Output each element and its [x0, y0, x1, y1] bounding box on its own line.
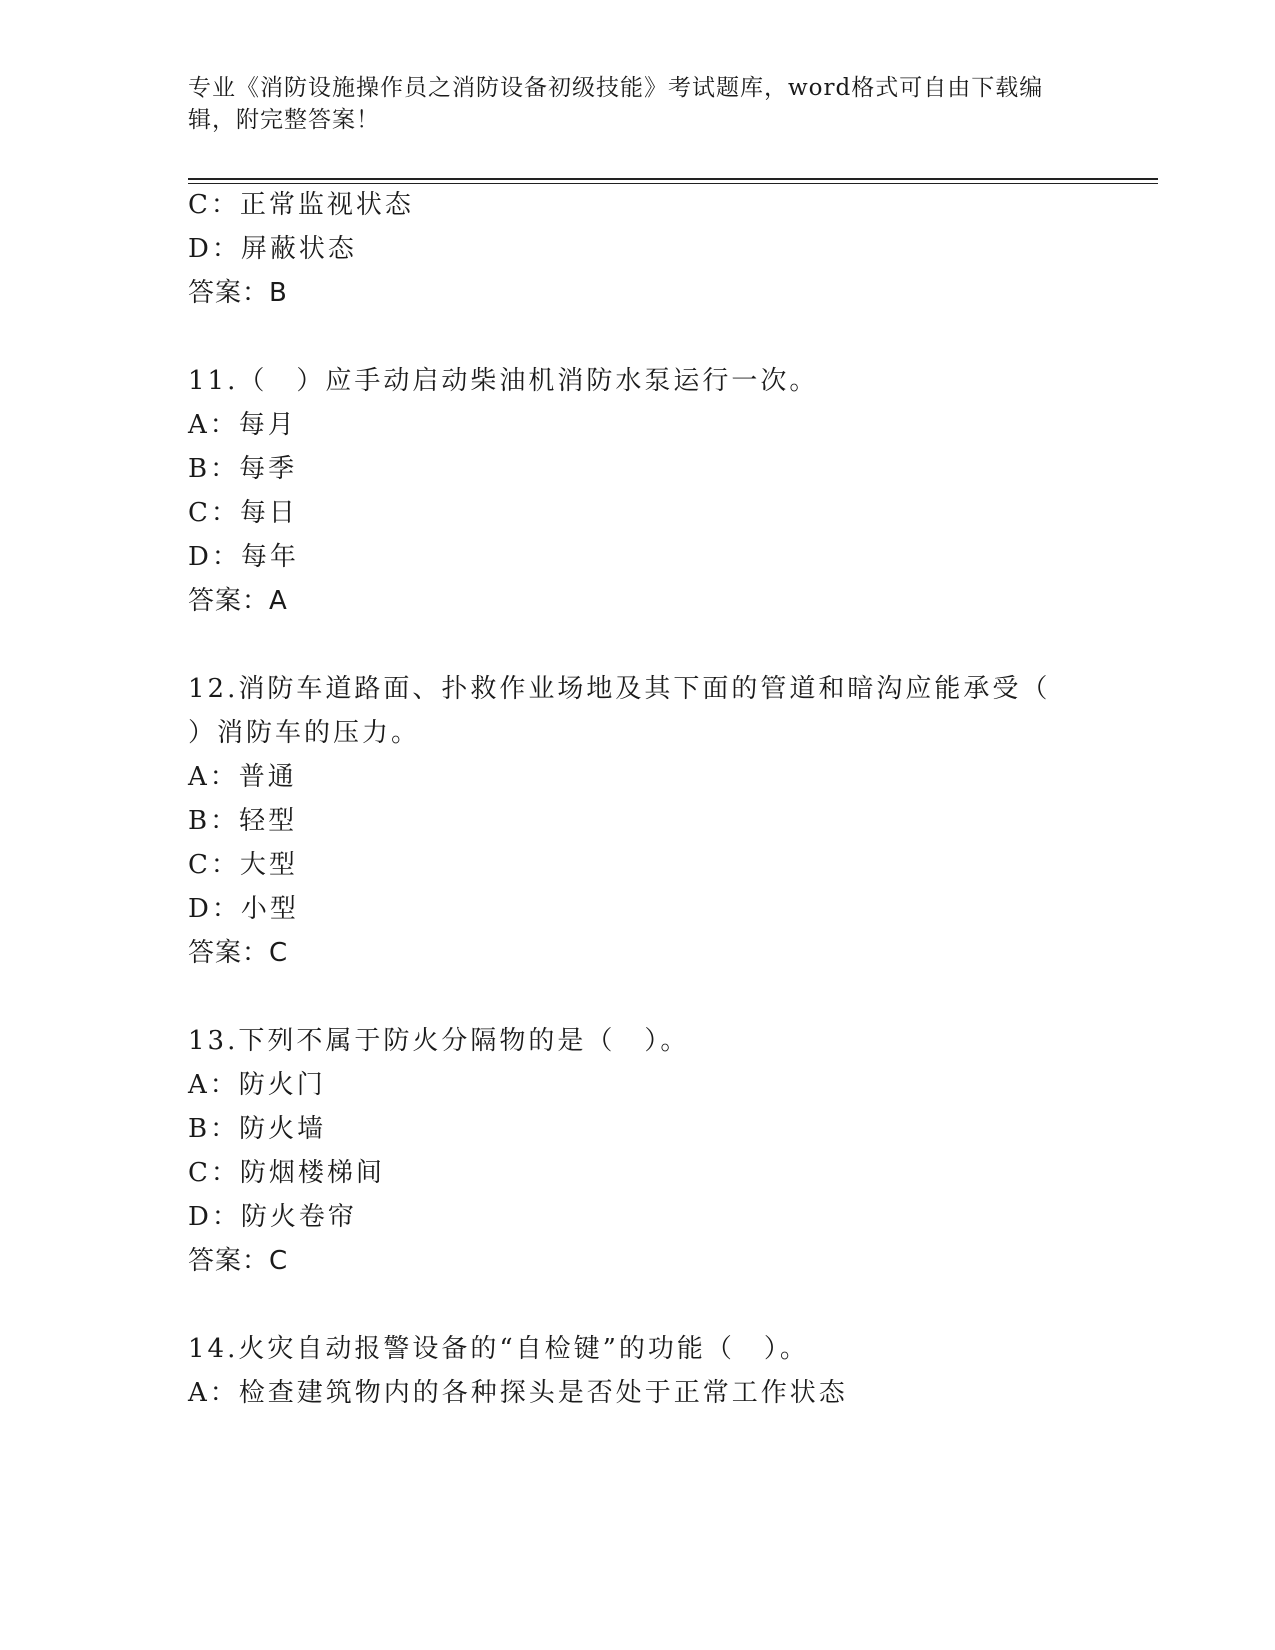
header-divider-thick [188, 178, 1158, 180]
q11-option-b: B：每季 [188, 454, 298, 484]
q13-stem: 13.下列不属于防火分隔物的是（ ）。 [188, 1026, 690, 1056]
header-line-1: 专业《消防设施操作员之消防设备初级技能》考试题库，word格式可自由下载编 [188, 75, 1044, 101]
q13-option-b: B：防火墙 [188, 1114, 327, 1144]
q14-option-a: A：检查建筑物内的各种探头是否处于正常工作状态 [188, 1378, 848, 1408]
q11-option-c: C：每日 [188, 498, 298, 528]
header-line-2: 辑，附完整答案！ [188, 107, 380, 133]
q12-option-b: B：轻型 [188, 806, 298, 836]
q14-stem: 14.火灾自动报警设备的“自检键”的功能（ ）。 [188, 1334, 809, 1364]
q13-answer: 答案：C [188, 1246, 289, 1276]
q13-option-c: C：防烟楼梯间 [188, 1158, 385, 1188]
q11-option-a: A：每月 [188, 410, 297, 440]
q11-stem: 11.（ ）应手动启动柴油机消防水泵运行一次。 [188, 366, 819, 396]
prev-answer: 答案：B [188, 278, 288, 308]
q12-option-a: A：普通 [188, 762, 297, 792]
q12-stem-line-2: ）消防车的压力。 [188, 718, 421, 748]
q11-answer: 答案：A [188, 586, 288, 616]
header-divider-thin [188, 183, 1158, 184]
q12-option-c: C：大型 [188, 850, 298, 880]
q12-answer: 答案：C [188, 938, 289, 968]
q12-option-d: D：小型 [188, 894, 299, 924]
q11-option-d: D：每年 [188, 542, 299, 572]
q13-option-d: D：防火卷帘 [188, 1202, 357, 1232]
q13-option-a: A：防火门 [188, 1070, 326, 1100]
prev-option-c: C：正常监视状态 [188, 190, 414, 220]
q12-stem-line-1: 12.消防车道路面、扑救作业场地及其下面的管道和暗沟应能承受（ [188, 674, 1051, 704]
prev-option-d: D：屏蔽状态 [188, 234, 357, 264]
document-header [188, 72, 1088, 136]
